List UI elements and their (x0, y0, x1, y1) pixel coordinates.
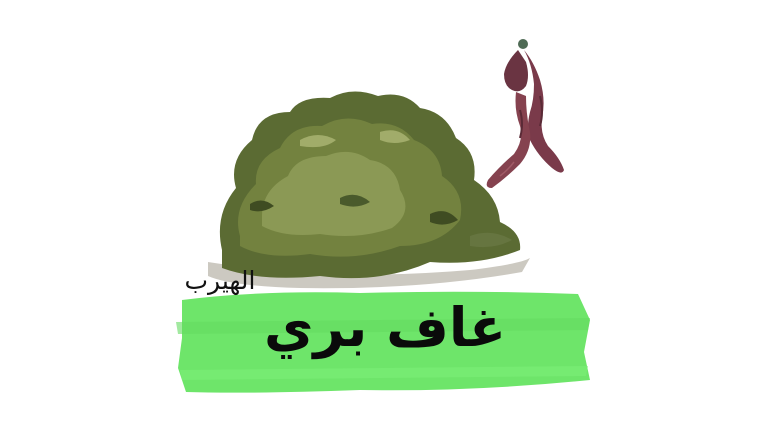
title-text: غاف بري (263, 296, 507, 359)
seed-pod (487, 39, 564, 188)
subtitle-text: الهيرب (184, 266, 256, 295)
tree-photo (208, 91, 530, 288)
